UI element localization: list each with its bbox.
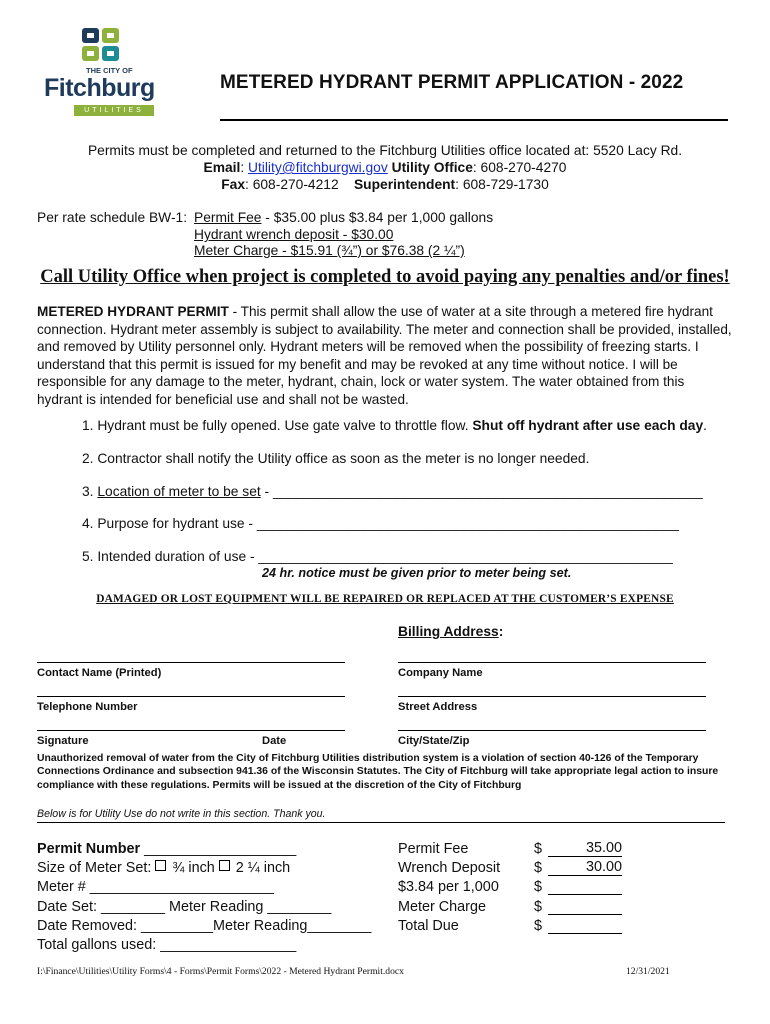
item-4[interactable]: 4. Purpose for hydrant use - _______________________________________________________ <box>82 516 679 531</box>
billing-heading <box>398 624 503 639</box>
contact-name-label: Contact Name (Printed) <box>37 667 162 679</box>
city-logo <box>40 26 170 118</box>
fee-amount[interactable] <box>548 917 622 934</box>
fee-dollar: $ <box>534 860 543 877</box>
fee-row <box>398 859 658 878</box>
footer-date: 12/31/2021 <box>626 966 670 977</box>
call-notice: Call Utility Office when project is completed to avoid paying any penalties and/or fines! <box>40 267 730 287</box>
fee-label: $3.84 per 1,000 <box>398 879 499 896</box>
street-line[interactable] <box>398 696 706 697</box>
date-removed-row[interactable]: Date Removed: _________Meter Reading________ <box>37 917 372 934</box>
fee-label: Meter Charge <box>398 898 486 915</box>
fax-super-line: Fax: 608-270-4212 Superintendent: 608-729-1730 <box>221 177 549 192</box>
legal-note: Unauthorized removal of water from the City of Fitchburg Utilities distribution system is a violation of section 40-126 of the Temporary Connections Ordinance and subsection 941.36 of the Wisconsin Statutes. The City of Fitchburg will take appropriate legal action to insure compliance with these regulations. Permits will be issued at the discretion of the City of Fitchburg <box>37 753 719 791</box>
item-1-bold: Shut off hydrant after use each day <box>472 418 704 433</box>
office-phone: 608-270-4270 <box>480 160 567 175</box>
fax-number: 608-270-4212 <box>252 177 339 192</box>
fee-amount[interactable]: 35.00 <box>548 840 622 857</box>
footer-path: I:\Finance\Utilities\Utility Forms\4 - Forms\Permit Forms\2022 - Metered Hydrant Permit.docx <box>37 966 404 977</box>
size-option-2-1-4: 2 ¼ inch <box>235 860 291 877</box>
utility-rule <box>37 822 725 823</box>
item-1-text: 1. Hydrant must be fully opened. Use gate valve to throttle flow. <box>82 418 473 433</box>
fax-label: Fax <box>221 177 246 192</box>
permit-fee-text: - $35.00 plus $3.84 per 1,000 gallons <box>261 210 494 225</box>
contact-name-line[interactable] <box>37 662 345 663</box>
permit-number-label: Permit Number <box>37 841 141 857</box>
city-line[interactable] <box>398 730 706 731</box>
item-5[interactable]: 5. Intended duration of use - ______________________________________________________ <box>82 549 673 564</box>
item-3-num: 3. <box>82 484 98 499</box>
permit-text: - This permit shall allow the use of water at a site through a metered fire hydrant connection. Hydrant meter assembly is subject to availability. The meter and connection shall be provided, installed, and removed by Utility personnel only. Hydrant meters will be removed when the possibility of freezing starts. I understand that this permit is issued for my benefit and may be revoked at any time without notice. I will be responsible for any damage to the meter, hydrant, chain, lock or water system. The water obtained from this hydrant is intended for beneficial use and shall not be wasted. <box>37 304 732 407</box>
fee-label: Total Due <box>398 917 459 934</box>
signature-line[interactable] <box>37 730 345 731</box>
city-label: City/State/Zip <box>398 735 470 747</box>
permit-paragraph <box>37 303 732 409</box>
fee-row <box>398 840 658 859</box>
size-option-3-4: ¾ inch <box>172 860 219 877</box>
rate-wrench: Hydrant wrench deposit - $30.00 <box>194 227 394 242</box>
date-set-row[interactable]: Date Set: ________ Meter Reading ________ <box>37 898 332 915</box>
street-label: Street Address <box>398 701 478 713</box>
super-phone: 608-729-1730 <box>462 177 549 192</box>
meter-size-row <box>37 859 371 878</box>
fee-amount[interactable]: 30.00 <box>548 859 622 876</box>
checkbox-3-4[interactable] <box>155 860 166 871</box>
email-office-line: Email: Utility@fitchburgwi.gov Utility Office: 608-270-4270 <box>203 160 567 175</box>
billing-colon: : <box>498 624 504 639</box>
company-name-label: Company Name <box>398 667 483 679</box>
telephone-label: Telephone Number <box>37 701 138 713</box>
fee-row <box>398 917 658 936</box>
meter-size-label: Size of Meter Set: <box>37 860 156 877</box>
email-link[interactable]: Utility@fitchburgwi.gov <box>248 160 388 175</box>
fee-dollar: $ <box>534 841 543 857</box>
item-1-end: . <box>703 418 707 433</box>
billing-heading-text: Billing Address <box>398 624 499 639</box>
meter-number-row[interactable]: Meter # _______________________ <box>37 879 274 896</box>
rate-permit-fee <box>194 210 493 225</box>
item-3[interactable] <box>82 484 703 499</box>
logo-line3: UTILITIES <box>74 105 154 116</box>
rate-intro: Per rate schedule BW-1: <box>37 210 188 225</box>
office-address: Permits must be completed and returned to the Fitchburg Utilities office located at: 5520 Lacy Rd. <box>87 143 683 158</box>
item-1 <box>82 418 707 433</box>
notice-24hr-text: 24 hr. notice must be given prior to meter being set <box>262 566 568 580</box>
super-label: Superintendent <box>353 177 456 192</box>
fee-label: Wrench Deposit <box>398 860 501 877</box>
fee-dollar: $ <box>534 917 543 934</box>
permit-lead: METERED HYDRANT PERMIT <box>37 304 229 319</box>
permit-number-blank[interactable]: ___________________ <box>140 841 297 857</box>
permit-number-row[interactable] <box>37 840 371 859</box>
page-title: METERED HYDRANT PERMIT APPLICATION - 2022 <box>220 72 684 93</box>
fee-amount[interactable] <box>548 878 622 895</box>
telephone-line[interactable] <box>37 696 345 697</box>
utility-use-note: Below is for Utility Use do not write in this section. Thank you. <box>37 808 326 820</box>
fee-dollar: $ <box>534 898 543 915</box>
signature-label: Signature <box>37 735 89 747</box>
title-rule <box>220 119 728 121</box>
item-2: 2. Contractor shall notify the Utility office as soon as the meter is no longer needed. <box>82 451 590 466</box>
item-3-label: Location of meter to be set <box>97 484 261 499</box>
total-gallons-row[interactable]: Total gallons used: _________________ <box>37 937 297 954</box>
fee-label: Permit Fee <box>398 841 469 857</box>
fee-amount[interactable] <box>548 898 622 915</box>
email-label: Email <box>203 160 241 175</box>
notice-24hr: 24 hr. notice must be given prior to meter being set. <box>262 566 572 580</box>
damaged-notice: DAMAGED OR LOST EQUIPMENT WILL BE REPAIRED OR REPLACED AT THE CUSTOMER’S EXPENSE <box>96 593 674 605</box>
logo-line2: Fitchburg <box>44 74 155 102</box>
fee-row <box>398 898 658 917</box>
item-3-blank[interactable]: - ________________________________________________________ <box>260 484 703 499</box>
office-label: Utility Office <box>391 160 473 175</box>
company-name-line[interactable] <box>398 662 706 663</box>
date-label: Date <box>262 735 287 747</box>
fee-row <box>398 878 658 897</box>
utility-left <box>37 840 371 955</box>
fee-dollar: $ <box>534 879 543 896</box>
rate-meter: Meter Charge - $15.91 (¾”) or $76.38 (2 ¼”) <box>194 243 465 258</box>
logo-line1: THE CITY OF <box>86 66 133 75</box>
checkbox-2-1-4[interactable] <box>219 860 230 871</box>
permit-fee-label: Permit Fee <box>194 210 262 225</box>
fee-table <box>398 840 658 936</box>
